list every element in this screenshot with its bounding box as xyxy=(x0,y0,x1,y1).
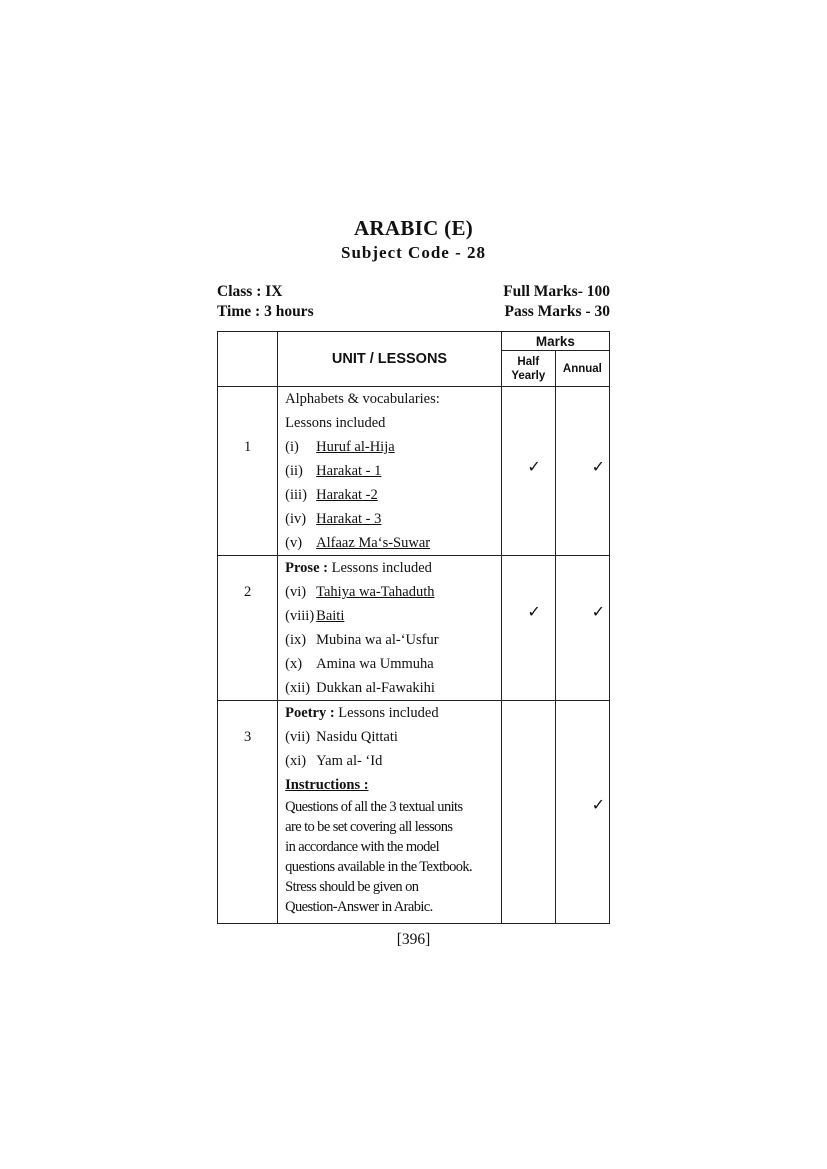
lesson-name: Tahiya wa-Tahaduth xyxy=(316,584,435,600)
full-marks-label: Full Marks- 100 xyxy=(503,283,610,300)
unit-number: 1 xyxy=(243,439,252,455)
lesson-roman: (x) xyxy=(285,656,303,672)
instructions-line: are to be set covering all lessons xyxy=(285,819,453,835)
lesson-roman: (vii) xyxy=(285,729,311,745)
header-unit-lessons: UNIT / LESSONS xyxy=(278,332,502,387)
header-half-yearly xyxy=(501,351,555,387)
lesson-item xyxy=(285,483,501,507)
unit-number-cell xyxy=(218,701,278,924)
instructions-line: Question-Answer in Arabic. xyxy=(285,899,433,915)
instructions-line: questions available in the Textbook. xyxy=(285,859,473,875)
check-icon: ✓ xyxy=(527,457,541,476)
instructions-line: Stress should be given on xyxy=(285,879,419,895)
instructions-text xyxy=(285,797,501,917)
lesson-name: Baiti xyxy=(316,608,345,624)
unit-intro-lessons: Lessons included xyxy=(285,415,386,431)
unit-lessons-cell xyxy=(278,387,502,556)
unit-heading-rest: Lessons included xyxy=(334,705,439,721)
unit-heading-label: Poetry : xyxy=(285,705,335,721)
lesson-name: Harakat - 3 xyxy=(316,511,382,527)
annual-mark-cell xyxy=(555,701,609,924)
lesson-item xyxy=(285,628,501,652)
half-yearly-mark-cell xyxy=(501,701,555,924)
pass-marks-label: Pass Marks - 30 xyxy=(504,303,610,320)
lesson-item xyxy=(285,580,501,604)
lesson-item xyxy=(285,459,501,483)
lesson-roman: (iv) xyxy=(285,511,307,527)
lesson-item xyxy=(285,604,501,628)
table-row xyxy=(218,701,610,924)
time-label: Time : 3 hours xyxy=(217,303,314,320)
page-title: ARABIC (E) xyxy=(353,216,474,240)
check-icon: ✓ xyxy=(591,457,605,476)
check-icon: ✓ xyxy=(591,602,605,621)
unit-lessons-cell xyxy=(278,701,502,924)
annual-mark-cell xyxy=(555,387,609,556)
unit-number: 3 xyxy=(243,729,252,745)
half-yearly-mark-cell xyxy=(501,387,555,556)
header-marks: Marks xyxy=(501,332,609,351)
lesson-name: Dukkan al-Fawakihi xyxy=(316,680,435,696)
header-blank-cell xyxy=(218,332,278,387)
page-number: [396] xyxy=(396,931,431,948)
unit-lessons-cell xyxy=(278,556,502,701)
lesson-item xyxy=(285,507,501,531)
lesson-name: Amina wa Ummuha xyxy=(316,656,434,672)
lesson-item xyxy=(285,749,501,773)
header-half-yearly-line2: Yearly xyxy=(511,369,546,382)
check-icon: ✓ xyxy=(527,602,541,621)
check-icon: ✓ xyxy=(591,795,605,814)
unit-number-cell xyxy=(218,387,278,556)
half-yearly-mark-cell xyxy=(501,556,555,701)
lesson-item xyxy=(285,435,501,459)
unit-heading-rest: Lessons included xyxy=(327,560,432,576)
lesson-roman: (ix) xyxy=(285,632,307,648)
lesson-roman: (viii) xyxy=(285,608,315,624)
unit-number-cell xyxy=(218,556,278,701)
lesson-roman: (i) xyxy=(285,439,299,455)
lesson-roman: (xii) xyxy=(285,680,311,696)
lesson-roman: (ii) xyxy=(285,463,303,479)
lesson-name: Mubina wa al-‘Usfur xyxy=(316,632,439,648)
lesson-item xyxy=(285,676,501,700)
table-header-row xyxy=(218,332,610,351)
instructions-line: in accordance with the model xyxy=(285,839,440,855)
unit-heading-label: Prose : xyxy=(285,560,328,576)
table-row xyxy=(218,387,610,556)
subject-code: Subject Code - 28 xyxy=(341,243,486,262)
header-half-yearly-line1: Half xyxy=(517,355,540,368)
lesson-roman: (v) xyxy=(285,535,303,551)
lesson-name: Harakat - 1 xyxy=(316,463,382,479)
unit-intro: Alphabets & vocabularies: xyxy=(285,391,440,407)
unit-heading xyxy=(285,556,501,580)
lesson-name: Harakat -2 xyxy=(316,487,378,503)
instructions-line: Questions of all the 3 textual units xyxy=(285,799,463,815)
lesson-roman: (iii) xyxy=(285,487,307,503)
lesson-item xyxy=(285,652,501,676)
lesson-name: Yam al- ‘Id xyxy=(316,753,383,769)
lesson-name: Alfaaz Ma‘s-Suwar xyxy=(316,535,431,551)
unit-heading xyxy=(285,701,501,725)
lesson-roman: (vi) xyxy=(285,584,307,600)
syllabus-table xyxy=(217,331,610,924)
lesson-item xyxy=(285,725,501,749)
lesson-item xyxy=(285,531,501,555)
lesson-name: Nasidu Qittati xyxy=(316,729,398,745)
header-annual: Annual xyxy=(555,351,609,387)
instructions-label: Instructions : xyxy=(285,777,369,793)
unit-number: 2 xyxy=(243,584,252,600)
table-row xyxy=(218,556,610,701)
lesson-roman: (xi) xyxy=(285,753,307,769)
annual-mark-cell xyxy=(555,556,609,701)
class-label: Class : IX xyxy=(217,283,283,300)
lesson-name: Huruf al-Hija xyxy=(316,439,395,455)
